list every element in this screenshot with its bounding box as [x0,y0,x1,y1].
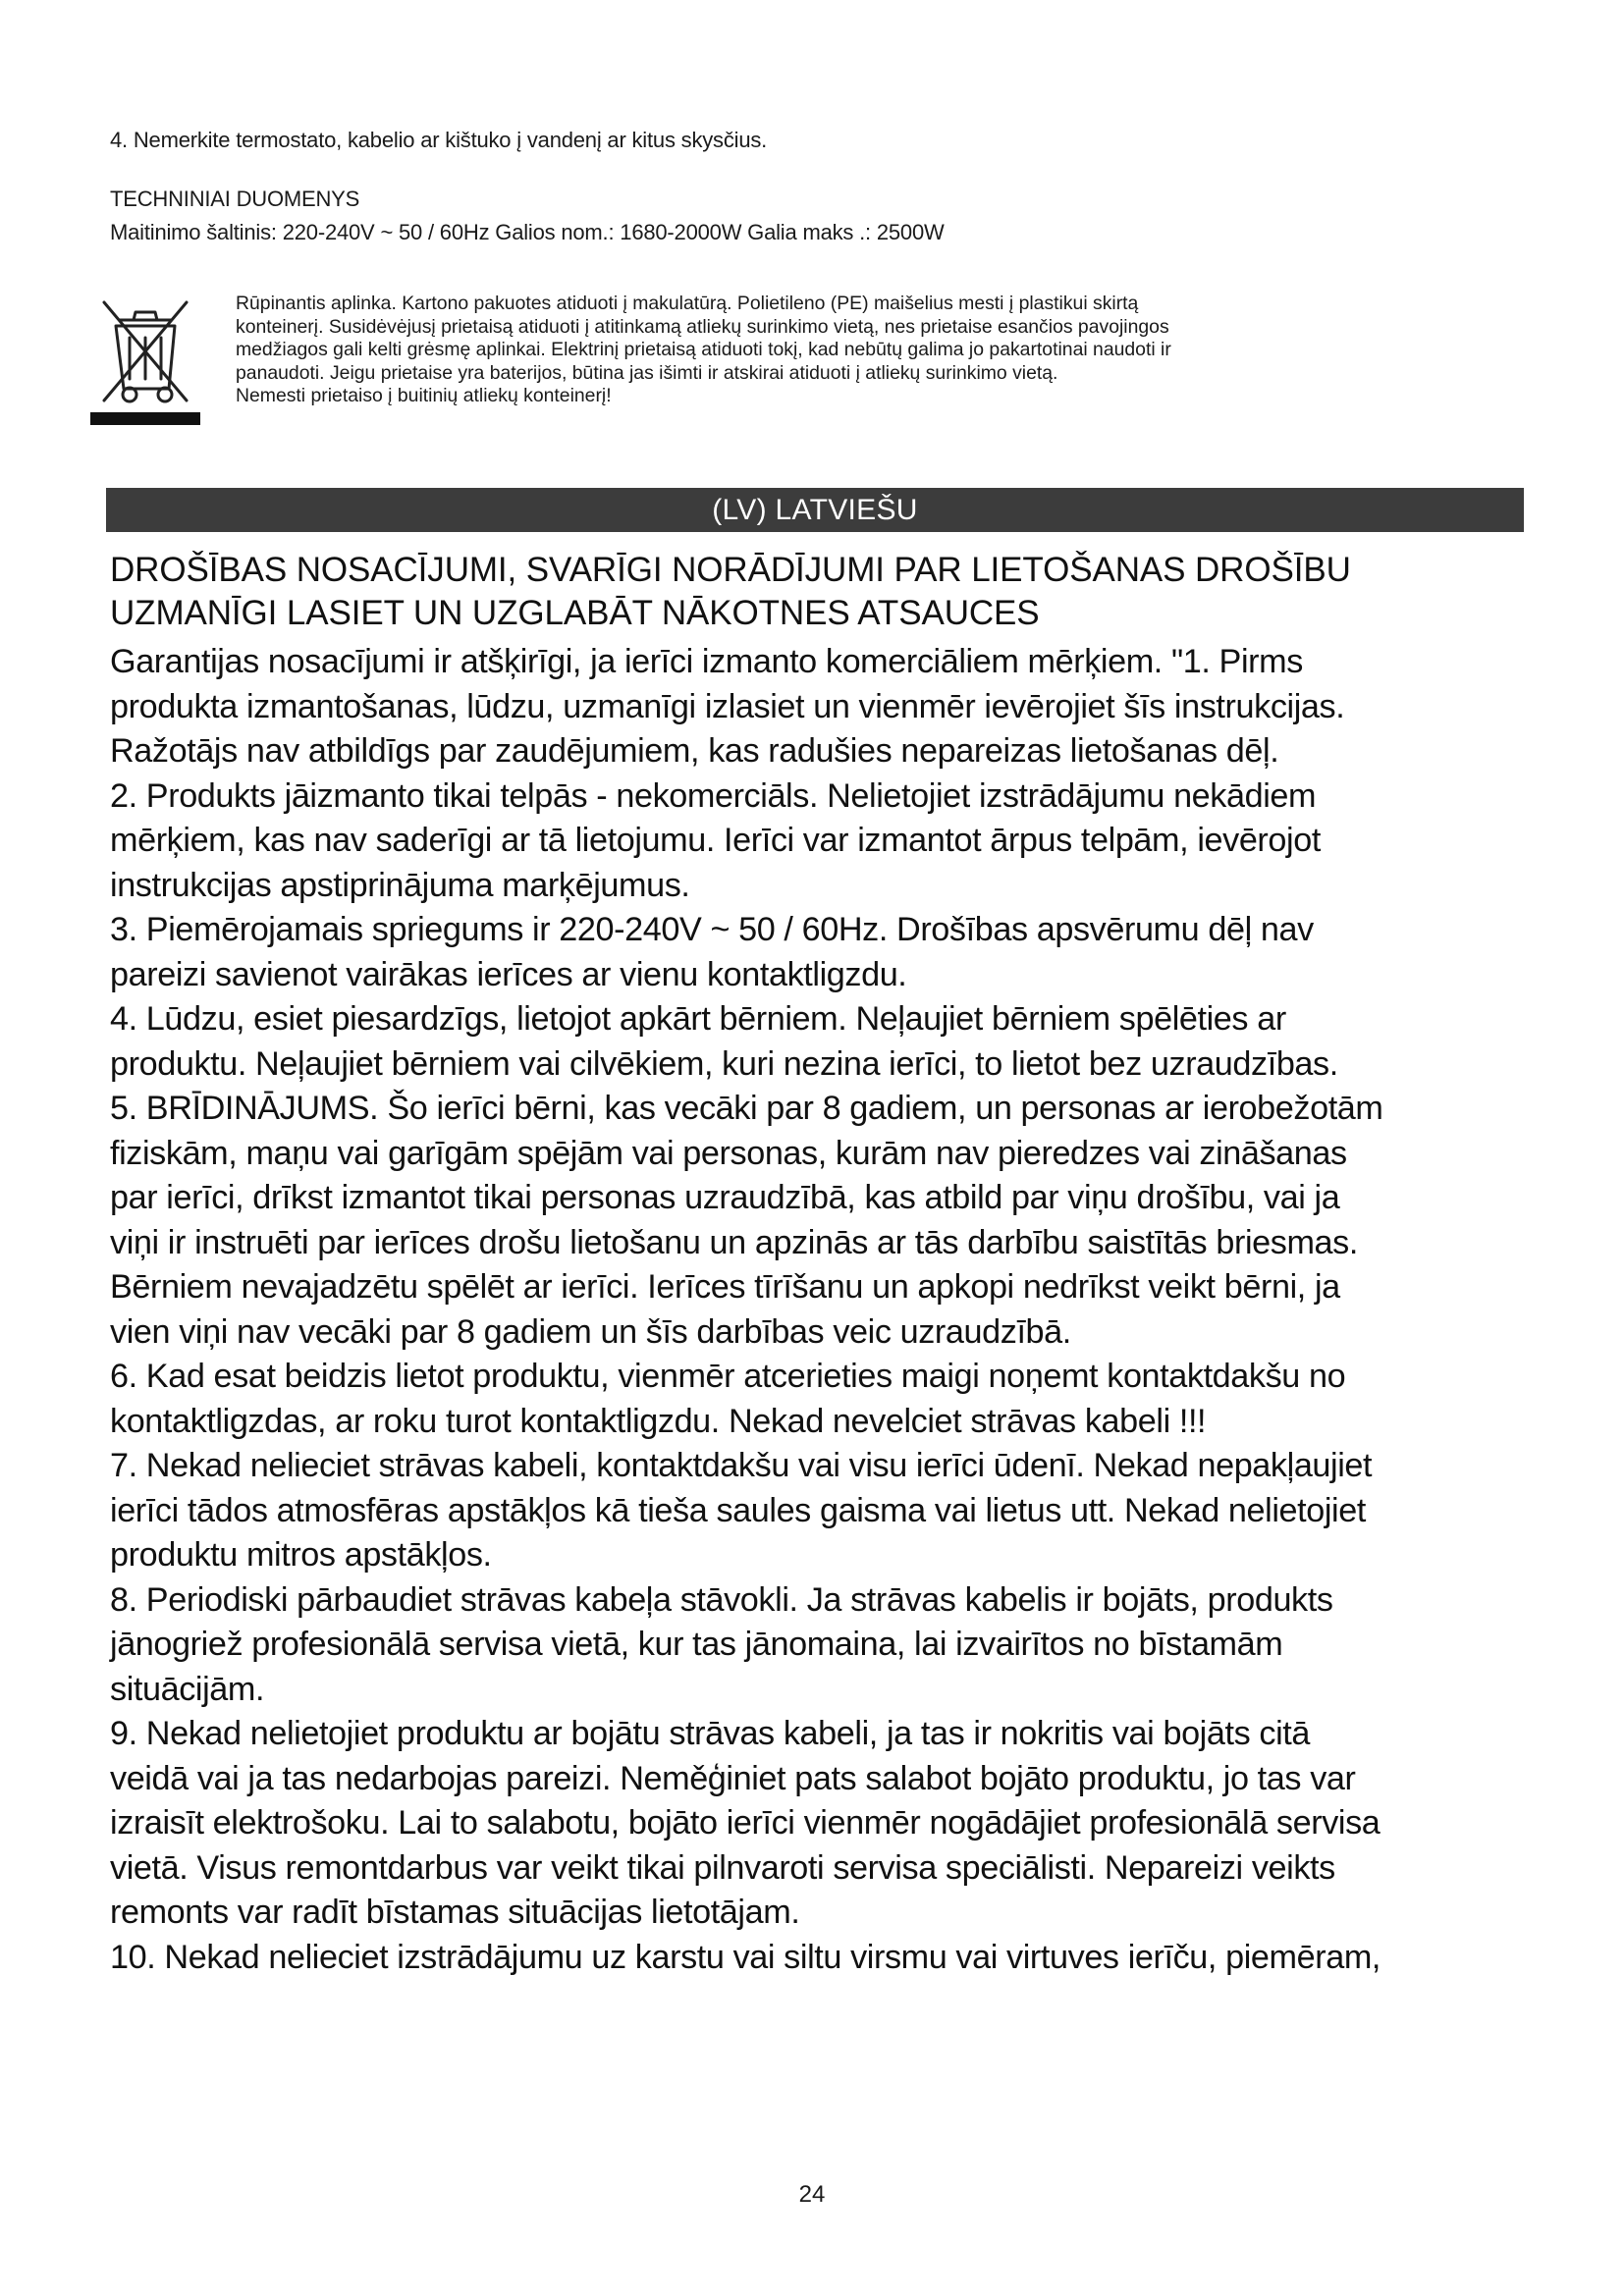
body-line: viņi ir instruēti par ierīces drošu lietošanu un apzinās ar tās darbību saistītās briesmas. [110,1223,1358,1261]
technical-data-title: TECHNINIAI DUOMENYS [110,187,360,211]
body-line: situācijām. [110,1670,265,1708]
body-line: produktu. Neļaujiet bērniem vai cilvēkiem, kuri nezina ierīci, to lietot bez uzraudzības. [110,1044,1338,1083]
body-line: Bērniem nevajadzētu spēlēt ar ierīci. Ierīces tīrīšanu un apkopi nedrīkst veikt bērni, ja [110,1268,1340,1306]
body-line: fiziskām, maņu vai garīgām spējām vai personas, kurām nav pieredzes vai zināšanas [110,1134,1347,1172]
body-line: ierīci tādos atmosfēras apstākļos kā tieša saules gaisma vai lietus utt. Nekad nelietojiet [110,1491,1366,1529]
body-line: 8. Periodiski pārbaudiet strāvas kabeļa stāvokli. Ja strāvas kabelis ir bojāts, produkts [110,1580,1333,1619]
body-line: instrukcijas apstiprinājuma marķējumus. [110,866,690,904]
body-line: Garantijas nosacījumi ir atšķirīgi, ja ierīci izmanto komerciāliem mērķiem. "1. Pirms [110,643,1303,680]
disposal-line: Nemesti prietaiso į buitinių atliekų konteinerį! [236,385,612,407]
body-line: izraisīt elektrošoku. Lai to salabotu, bojāto ierīci vienmēr nogādājiet profesionālā servisa [110,1804,1380,1842]
body-line: pareizi savienot vairākas ierīces ar vienu kontaktligzdu. [110,955,907,993]
body-line: produkta izmantošanas, lūdzu, uzmanīgi izlasiet un vienmēr ievērojiet šīs instrukcijas. [110,687,1345,725]
body-line: 4. Lūdzu, esiet piesardzīgs, lietojot apkārt bērniem. Neļaujiet bērniem spēlēties ar [110,1000,1286,1038]
disposal-line: konteinerį. Susidėvėjusį prietaisą atiduoti į atitinkamą atliekų surinkimo vietą, nes prietaise esančios pavojingos [236,315,1169,338]
disposal-notice [236,293,1532,408]
thermostat-warning: 4. Nemerkite termostato, kabelio ar kištuko į vandenį ar kitus skysčius. [110,128,768,152]
body-line: 10. Nekad nelieciet izstrādājumu uz karstu vai siltu virsmu vai virtuves ierīču, piemēram, [110,1938,1381,1976]
body-line: veidā vai ja tas nedarbojas pareizi. Neměģiniet pats salabot bojāto produktu, jo tas var [110,1759,1356,1797]
crossed-out-wheelie-bin-icon [90,291,200,428]
technical-specs: Maitinimo šaltinis: 220-240V ~ 50 / 60Hz Galios nom.: 1680-2000W Galia maks .: 2500W [110,220,945,244]
body-line: par ierīci, drīkst izmantot tikai personas uzraudzībā, kas atbild par viņu drošību, vai ja [110,1179,1340,1216]
body-line: produktu mitros apstākļos. [110,1536,492,1574]
disposal-line: Rūpinantis aplinka. Kartono pakuotes atiduoti į makulatūrą. Polietileno (PE) maišelius mesti į plastikui skirtą [236,293,1139,314]
body-line: 5. BRĪDINĀJUMS. Šo ierīci bērni, kas vecāki par 8 gadiem, un personas ar ierobežotām [110,1090,1383,1127]
body-line: remonts var radīt bīstamas situācijas lietotājam. [110,1894,800,1931]
disposal-line: panaudoti. Jeigu prietaise yra baterijos, būtina jas išimti ir atskirai atiduoti į atliekų surinkimo vietą. [236,361,1058,384]
disposal-line: medžiagos gali kelti grėsmę aplinkai. Elektrinį prietaisą atiduoti tokį, kad nebūtų galima jo pakartotinai naudoti ir [236,339,1171,361]
body-line: 6. Kad esat beidzis lietot produktu, vienmēr atcerieties maigi noņemt kontaktdakšu no [110,1358,1346,1395]
body-line: 2. Produkts jāizmanto tikai telpās - nekomerciāls. Nelietojiet izstrādājumu nekādiem [110,776,1317,815]
read-and-keep-heading: UZMANĪGI LASIET UN UZGLABĀT NĀKOTNES ATSAUCES [110,594,1040,632]
language-section-banner: (LV) LATVIEŠU [106,488,1524,532]
safety-heading: DROŠĪBAS NOSACĪJUMI, SVARĪGI NORĀDĪJUMI PAR LIETOŠANAS DROŠĪBU [110,551,1351,589]
page-number: 24 [798,2181,826,2208]
safety-instructions-body [110,640,1543,1980]
body-line: mērķiem, kas nav saderīgi ar tā lietojumu. Ierīci var izmantot ārpus telpām, ievērojot [110,822,1321,859]
body-line: 9. Nekad nelietojiet produktu ar bojātu strāvas kabeli, ja tas ir nokritis vai bojāts citā [110,1715,1310,1752]
body-line: vien viņi nav vecāki par 8 gadiem un šīs darbības veic uzraudzībā. [110,1312,1071,1351]
body-line: vietā. Visus remontdarbus var veikt tikai pilnvaroti servisa speciālisti. Nepareizi veikts [110,1848,1335,1887]
body-line: kontaktligzdas, ar roku turot kontaktligzdu. Nekad nevelciet strāvas kabeli !!! [110,1402,1207,1440]
body-line: jānogriež profesionālā servisa vietā, kur tas jānomaina, lai izvairītos no bīstamām [110,1626,1283,1663]
body-line: 7. Nekad nelieciet strāvas kabeli, kontaktdakšu vai visu ierīci ūdenī. Nekad nepakļaujiet [110,1447,1373,1484]
body-line: 3. Piemērojamais spriegums ir 220-240V ~ 50 / 60Hz. Drošības apsvērumu dēļ nav [110,911,1314,948]
body-line: Ražotājs nav atbildīgs par zaudējumiem, kas radušies nepareizas lietošanas dēļ. [110,732,1279,770]
